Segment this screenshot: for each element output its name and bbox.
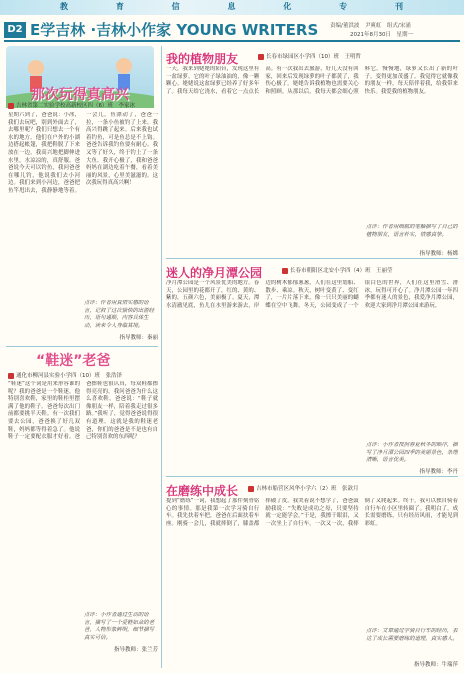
header-rule	[4, 40, 460, 42]
banner-text	[60, 1, 404, 14]
article-editor: 指导教师：秦丽	[119, 335, 158, 341]
article-body: 净月潭公园是一个风景优美的地方。春天，公园里的花都开了，红的、黄的、紫的，五颜六色，美丽极了。夏天，潭水清澈见底，鱼儿在水里游来游去，岸边的树木郁郁葱葱，人们在这里划船、散步、乘凉。秋天，树叶变黄了、变红了，一片片落下来，像一只只美丽的蝴蝶在空中飞舞。冬天，公园变成了一个银白色的世界，人们在这里滑雪、滑冰，玩得可开心了。净月潭公园一年四季都有迷人的景色，我爱净月潭公园，欢迎大家到净月潭公园来游玩。	[166, 280, 458, 309]
banner-char: 息	[227, 2, 237, 11]
article-editor: 指导教师：李丹	[419, 469, 458, 475]
byline-icon	[248, 486, 254, 492]
article-comment: 点评：文章通过学骑自行车的经历，表达了成长需要磨练的道理，真实感人。	[366, 628, 458, 642]
article-title: 迷人的净月潭公园	[166, 266, 263, 280]
banner-char: 刊	[394, 2, 404, 11]
date-line: 2021年8月30日 星期一	[350, 32, 413, 38]
byline-text: 通化市柳河县实验小学四（10）班 张浩泽	[16, 373, 122, 379]
banner-char: 化	[283, 2, 293, 11]
article-comment: 点评：作者用细腻的笔触描写了自己的植物朋友，语言朴实，情感真挚。	[366, 224, 458, 238]
article-body: 提到“磨练”一词，我想起了那件刻骨铭心的事情。那是我第一次学习骑自行车。我先扶着车把，爸爸在后面扶着车座。刚骑一会儿，我就摔倒了，膝盖都摔破了皮。我哭着说不想学了，爸爸鼓励我说：“失败是成功之母，只要坚持就一定能学会。”于是，我擦干眼泪，又一次坐上了自行车。一次又一次，我摔倒了又爬起来。终于，我可以独自骑着自行车在小区里转圈了。我明白了，成长需要磨练，只有经历风雨，才能见到彩虹。	[166, 498, 458, 527]
editor-line: 责编/董洪波 尹爽虹 组式/宋涌	[330, 23, 411, 29]
byline-text: 长春市绿园区小学四（10）班 王明哲	[266, 54, 361, 60]
article-byline	[282, 266, 393, 274]
divider	[166, 258, 458, 259]
article-title-box	[166, 480, 238, 499]
byline-icon	[282, 268, 288, 274]
article-title: 在磨练中成长	[166, 484, 239, 498]
article-comment: 点评：作者用真情实感的语言，记叙了这次愉快的出游经历，语句通顺，内容具体生动，读来令人身临其境。	[84, 300, 155, 329]
banner-char: 教	[60, 2, 69, 11]
divider	[6, 346, 158, 347]
article-body: “鞋迷”这个词是用来形容谁的呢？我的爸爸是一个鞋迷。他特别喜欢鞋，家里的鞋柜里摆满了他的鞋子。爸爸每次出门前都要挑半天鞋。有一次我们要去公园，爸爸换了好几双鞋，妈妈都等得着急了。他说鞋子一定要配衣服才好看。爸爸擦鞋也很认真，每双鞋都擦得亮亮的。我问爸爸为什么这么喜欢鞋，爸爸说：“鞋子就像朋友一样，陪着我走过很多路。”我听了，觉得爸爸说得很有道理。这就是我的鞋迷老爸，你们的爸爸是不是也有自己特别喜欢的东西呢？	[8, 381, 158, 441]
byline-text: 吉林省第二实验学校高新校区四（6）班 李家冰	[16, 103, 136, 109]
article-title: “鞋迷”老爸	[36, 353, 111, 369]
article-editor: 指导教师：杨嫦	[419, 251, 458, 257]
byline-icon	[258, 54, 264, 60]
article-body: 星期六到了，爸爸说：小冰，我们去玩吧，别到外面去了，去哪里呢？我们只想去一个有水的地方。他们在户外的小湖边搭起帐篷，我把鞋脱了下来放在一边。我高兴地把脚伸进水里，水凉凉的，真舒服。爸爸说今天可以钓鱼，我问爸爸在哪儿钓，他说我们去小河边。我们来到小河边，爸爸把鱼竿甩出去，我静静地等着。一会儿，鱼漂动了，爸爸一拉，一条小鱼被钓了上来。我高兴得跳了起来。后来我也试着钓鱼，可是鱼总是不上钩。爸爸告诉我钓鱼要有耐心。我又等了好久，终于钓上了一条大鱼。我开心极了，我和爸爸妈妈在湖边吃着午餐，看着美丽的风景，心里美滋滋的。这次我玩得真高兴啊！	[8, 112, 158, 194]
page-number: D2	[4, 22, 26, 38]
banner-char: 专	[339, 2, 349, 11]
banner-char: 信	[171, 2, 181, 11]
article-body: 一天，我来到姥姥的阳台，发现这里有一盆绿萝。它的叶子绿油油的，像一颗颗心。姥姥说这盆绿萝已经养了好多年了。我每天给它浇水，看着它一点点长高。有一次我出去旅游，好几天没有回家，回来后发现绿萝的叶子都黄了，我伤心极了。姥姥告诉我植物也需要关心和照顾。从那以后，我每天都会细心照料它。慢慢地，绿萝又长出了新的叶子，变得更加茂盛了。我觉得它就像我的朋友一样，每天陪伴着我，给我带来快乐。我爱我的植物朋友。	[166, 66, 458, 95]
article-byline	[248, 484, 359, 492]
article-title-box	[6, 350, 158, 370]
article-comment: 点评：小作者通过生动的语言，描写了一个爱鞋如命的老爸，人物形象鲜明，细节描写真实可信。	[84, 612, 155, 641]
article-editor: 指导教师：牛瑞萍	[413, 662, 458, 668]
banner-char: 育	[115, 2, 125, 11]
article-byline	[258, 52, 361, 60]
byline-icon	[8, 373, 14, 379]
article-title: 那次玩得真高兴	[31, 87, 129, 103]
article-editor: 指导教师：张兰芳	[113, 647, 158, 653]
article-comment: 点评：小作者按照春夏秋冬的顺序，描写了净月潭公园四季的美丽景色，条理清晰，语言优美。	[366, 442, 458, 464]
column-divider	[161, 46, 162, 668]
byline-icon	[8, 103, 14, 109]
byline-text: 吉林市船营区风华小学六（2）班 张歆月	[256, 486, 359, 492]
byline-text: 长春市朝阳区北安小学四（4）班 王丽莹	[290, 268, 393, 274]
article-byline	[8, 101, 135, 109]
divider	[166, 476, 458, 477]
article-title: 我的植物朋友	[166, 52, 239, 66]
column-title: E学吉林 ·吉林小作家 YOUNG WRITERS	[30, 21, 319, 39]
article-byline	[8, 371, 122, 379]
article-title-box	[166, 48, 238, 67]
article-title-box	[166, 262, 262, 281]
